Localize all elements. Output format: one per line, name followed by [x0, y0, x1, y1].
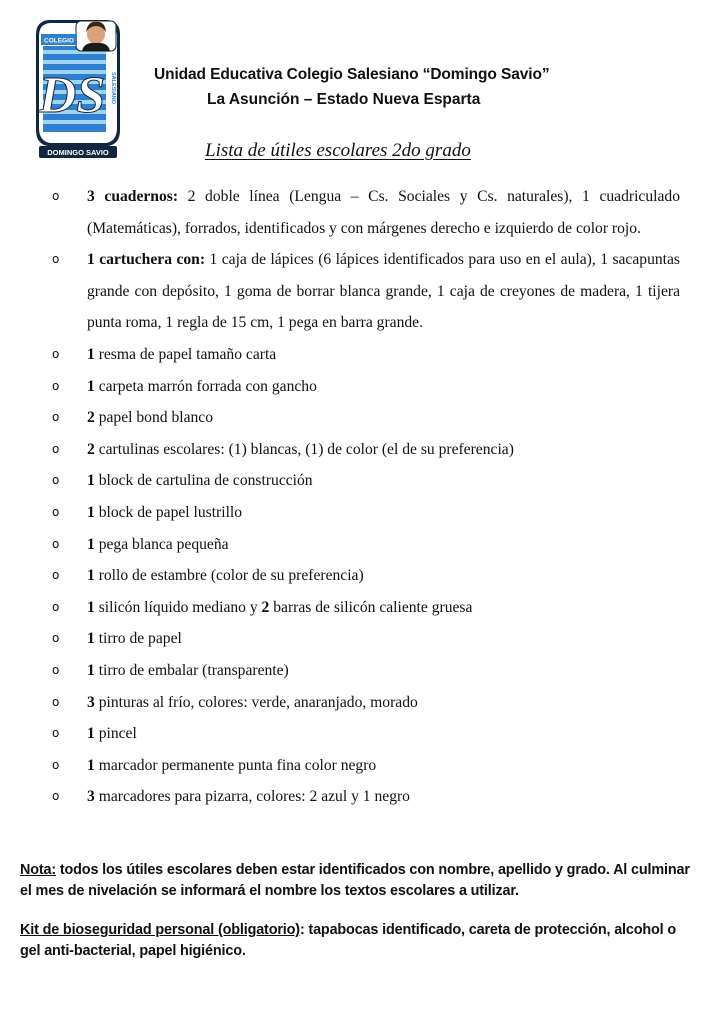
list-item — [0, 339, 713, 371]
school-logo — [32, 12, 124, 162]
bullet-icon: o — [52, 441, 60, 456]
item-quantity: 3 — [87, 788, 95, 806]
item-text: carpeta marrón forrada con gancho — [94, 377, 317, 395]
school-location: La Asunción – Estado Nueva Esparta — [207, 91, 481, 108]
item-quantity: 1 — [87, 503, 95, 521]
item-quantity: 3 cuadernos: — [87, 188, 179, 205]
item-text: tirro de embalar (transparente) — [94, 661, 289, 679]
item-text: silicón líquido mediano y — [94, 598, 262, 616]
bullet-icon: o — [52, 504, 60, 519]
bullet-icon: o — [52, 789, 60, 804]
logo-side-text: SALESIANO — [110, 71, 116, 105]
list-item — [0, 402, 713, 434]
bullet-icon: o — [52, 568, 60, 583]
item-text: block de cartulina de construcción — [94, 472, 313, 490]
item-text: cartulinas escolares: (1) blancas, (1) de color (el de su preferencia) — [94, 440, 514, 458]
bullet-icon: o — [52, 599, 60, 614]
item-text: 2 doble línea (Lengua – Cs. Sociales y Cs. naturales), 1 cuadriculado (Matemáticas), forrados, identificados y con márgenes derecho e izquierdo de color rojo. — [87, 188, 680, 237]
logo-bottom-text: DOMINGO SAVIO — [47, 148, 109, 157]
item-text: 1 caja de lápices (6 lápices identificados para uso en el aula), 1 sacapuntas grande con depósito, 1 goma de borrar blanca grande, 1 caja de creyones de madera, 1 tijera punta roma, 1 regla de 15 cm, 1 pega en barra grande. — [87, 251, 680, 332]
item-quantity: 1 — [87, 661, 95, 679]
item-text: tirro de papel — [94, 630, 182, 648]
bullet-icon: o — [52, 252, 60, 267]
note-paragraph — [20, 860, 690, 902]
supplies-list — [0, 181, 713, 813]
item-text: marcadores para pizarra, colores: 2 azul y 1 negro — [94, 788, 410, 806]
list-item — [0, 655, 713, 687]
item-quantity: 1 — [87, 535, 95, 553]
item-quantity: 1 — [87, 567, 95, 585]
bullet-icon: o — [52, 662, 60, 677]
note-label: Nota: — [20, 862, 57, 878]
bullet-icon: o — [52, 726, 60, 741]
list-item — [0, 560, 713, 592]
list-item — [0, 718, 713, 750]
school-name: Unidad Educativa Colegio Salesiano “Domingo Savio” — [154, 66, 550, 83]
list-item — [0, 497, 713, 529]
logo-monogram: DS — [38, 67, 106, 124]
item-text: papel bond blanco — [94, 409, 214, 427]
item-quantity: 2 — [87, 409, 95, 427]
item-quantity: 3 — [87, 693, 95, 711]
bullet-icon: o — [52, 694, 60, 709]
list-item — [0, 592, 713, 624]
item-text: rollo de estambre (color de su preferencia) — [94, 567, 364, 585]
item-quantity: 1 — [87, 377, 95, 395]
list-item — [0, 623, 713, 655]
item-quantity: 1 cartuchera con: — [87, 251, 206, 269]
item-quantity: 1 — [87, 725, 95, 743]
item-text-2: barras de silicón caliente gruesa — [269, 598, 473, 616]
item-quantity: 1 — [87, 630, 95, 648]
item-text: marcador permanente punta fina color negro — [94, 756, 377, 774]
item-quantity: 1 — [87, 472, 95, 490]
list-item — [0, 371, 713, 403]
item-text: pincel — [94, 725, 137, 743]
item-quantity: 1 — [87, 598, 95, 616]
kit-text: : tapabocas identificado, careta de protección, alcohol o gel anti-bacterial, papel higiénico. — [20, 922, 677, 959]
note-text: todos los útiles escolares deben estar identificados con nombre, apellido y grado. Al culminar el mes de nivelación se informará el nombre los textos escolares a utilizar. — [20, 862, 690, 899]
item-quantity: 1 — [87, 756, 95, 774]
bullet-icon: o — [52, 189, 60, 203]
kit-label: Kit de bioseguridad personal (obligatorio) — [20, 922, 300, 938]
page-title: Lista de útiles escolares 2do grado — [205, 140, 471, 161]
list-item — [0, 244, 713, 339]
bullet-icon: o — [52, 346, 60, 361]
list-item — [0, 434, 713, 466]
biosafety-kit-paragraph — [20, 920, 690, 962]
bullet-icon: o — [52, 536, 60, 551]
bullet-icon: o — [52, 631, 60, 646]
bullet-icon: o — [52, 757, 60, 772]
list-item — [0, 465, 713, 497]
item-quantity-2: 2 — [261, 598, 270, 616]
bullet-icon: o — [52, 378, 60, 393]
item-quantity: 1 — [87, 345, 95, 363]
bullet-icon: o — [52, 410, 60, 425]
item-text: resma de papel tamaño carta — [94, 345, 277, 363]
item-text: block de papel lustrillo — [94, 503, 243, 521]
item-text: pinturas al frío, colores: verde, anaranjado, morado — [94, 693, 418, 711]
item-quantity: 2 — [87, 440, 95, 458]
logo-top-text: COLEGIO — [44, 37, 74, 45]
list-item — [0, 181, 713, 244]
list-item — [0, 529, 713, 561]
list-item — [0, 781, 713, 813]
bullet-icon: o — [52, 473, 60, 488]
list-item — [0, 687, 713, 719]
list-item — [0, 750, 713, 782]
item-text: pega blanca pequeña — [94, 535, 229, 553]
